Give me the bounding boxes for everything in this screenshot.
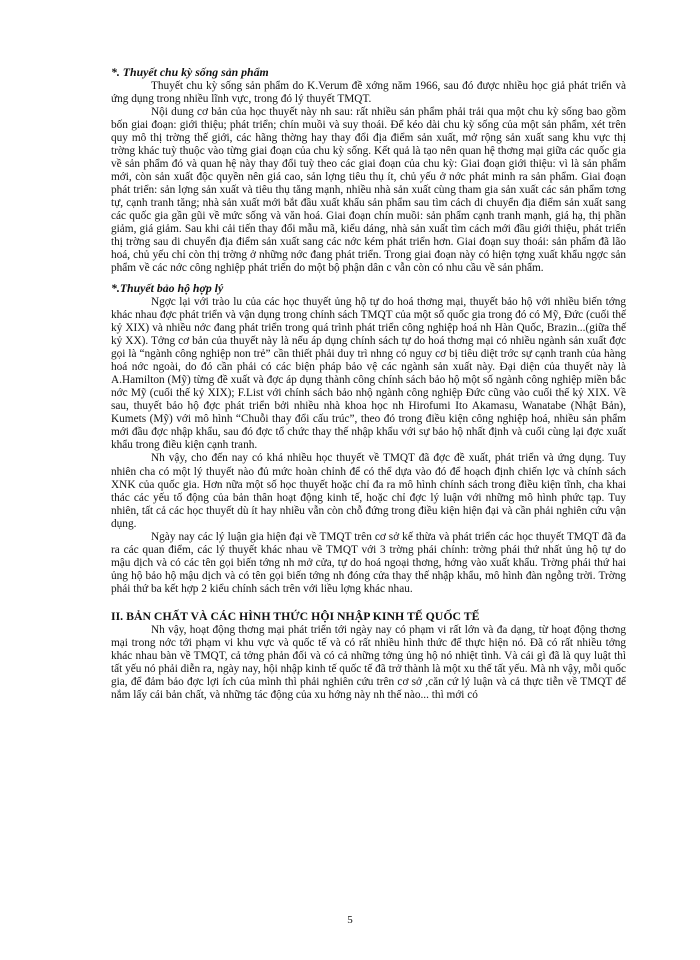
section-heading-protectionism: *.Thuyết bảo hộ hợp lý — [111, 281, 224, 296]
paragraph: Nh vậy, hoạt động thơng mại phát triển tới ngày nay có phạm vi rất lớn và đa dạng, từ hoạt động thơng mại trong nớc tới phạm vi khu vực và quốc tế và có rất nhiều hình thức để thực hiện nó. Đã có rất nhiều tởng khác nhau bàn về TMQT, cả tởng phản đối và có cả những tởng ủng hộ nó nhiệt tình. Và cái gì đã là quy luật thì tất yếu nó phải diễn ra, ngày nay, hội nhập kinh tế quốc tế đã trở thành là một xu thế tất yếu. Mà nh vậy, mỗi quốc gia, để đảm bảo đợc lợi ích của mình thì phải nghiên cứu trên cơ sở ,căn cứ lý luận và cả thực tiễn về TMQT để nắm lấy cái bản chất, và những tác động của xu hớng này nh thế nào... thì mới có — [111, 623, 626, 701]
page-number: 5 — [347, 914, 353, 926]
paragraph: Ngợc lại với trào lu của các học thuyết ủng hộ tự do hoá thơng mại, thuyết bảo hộ với nhiều biến tớng khác nhau đợc phát triển và vận dụng trong chính sách TMQT của một số quốc gia trong đó có Mỹ, Đức (cuối thế kỷ XIX) và nhiều nớc đang phát triển trong quá trình phát triển công nghiệp hoá nh Hàn Quốc, Brazin...(giữa thế kỷ XX). Tởng cơ bản của thuyết này là nếu áp dụng chính sách tự do hoá thơng mại có nhiều ngành sản xuất đợc gọi là “ngành công nghiệp non trẻ” cần thiết phải duy trì nhng có nguy cơ bị tiêu diệt trớc sự cạnh tranh của hàng hoá nớc ngoài, do đó cần phải có các biện pháp bảo vệ các ngành sản xuất này. Đại diện của thuyết này là A.Hamilton (Mỹ) từng đề xuất và đợc áp dụng thành công chính sách bảo hộ một số ngành công nghiệp miền bắc nớc Mỹ (cuối thế kỷ XIX); F.List với chính sách bảo nhộ ngành công nghiệp Đức cũng vào cuối thế kỷ XIX. Về sau, thuyết bảo hộ đợc phát triển bởi nhiều nhà khoa học nh Hirofumi Ito Akamasu, Wanatabe (Nhật Bản), Kumets (Mỹ) với mô hình “Chuỗi thay đổi cấu trúc”, theo đó trong điều kiện công nghiệp hoá, nhiều sản phẩm mới đầu đợc nhập khẩu, sau đó đợc tổ chức thay thế nhập khẩu với sự bảo hộ nhất định và cuối cùng lại đợc xuất khẩu trong điều kiện cạnh tranh. — [111, 295, 626, 452]
chapter-heading-integration: II. BẢN CHẤT VÀ CÁC HÌNH THỨC HỘI NHẬP KINH TẾ QUỐC TẾ — [111, 608, 480, 623]
paragraph: Nh vậy, cho đến nay có khá nhiều học thuyết về TMQT đã đợc đề xuất, phát triển và ứng dụng. Tuy nhiên cha có một lý thuyết nào đủ mức hoàn chỉnh để có thể dựa vào đó để hoạch định chiến lợc và chính sách XNK của quốc gia. Hơn nữa một số học thuyết hoặc chỉ đa ra mô hình chính sách trong điều kiện tĩnh, cha khai thác các yếu tố động của bản thân hoạt động kinh tế, hoặc chỉ đợc lý luận với những mô hình phức tạp. Tuy nhiên, tất cả các học thuyết dù ít hay nhiều vẫn còn chỗ đứng trong điều kiện hiện đại và cần phải nghiên cứu vận dụng. — [111, 452, 626, 530]
paragraph: Nội dung cơ bản của học thuyết này nh sau: rất nhiều sản phẩm phải trải qua một chu kỳ sống bao gồm bốn giai đoạn: giới thiệu; phát triển; chín muồi và suy thoái. Để kéo dài chu kỳ sống của một sản phẩm, xét trên quy mô thị trờng thế giới, các hãng thờng hay thay đổi địa điểm sản xuất, mở rộng sản xuất sang khu vực thị trờng khác tuỳ thuộc vào từng giai đoạn của chu kỳ sống. Kết quả là tạo nên quan hệ thơng mại giữa các quốc gia về sản phẩm đó và quan hệ này thay đổi tuỳ theo các giai đoạn của chu kỳ: Giai đoạn giới thiệu: vì là sản phẩm mới, còn sản xuất độc quyền nên giá cao, sản lợng tiêu thụ ít, chủ yếu ở nớc phát minh ra sản phẩm. Giai đoạn phát triển: sản lợng sản xuất và tiêu thụ tăng mạnh, nhiều nhà sản xuất cùng tham gia sản xuất các sản phẩm tơng tự, cạnh tranh tăng; nhà sản xuất mới bắt đầu xuất khẩu sản phẩm sau tìm cách di chuyển địa điểm sản xuất sang các quốc gia gần gũi về mức sống và văn hoá. Giai đoạn chín muồi: sản phẩm cạnh tranh mạnh, giá hạ, thị phần giảm, giá giảm. Sau khi cải tiến thay đổi mẫu mã, kiểu dáng, nhà sản xuất tìm cách mới đầu giới thiệu, phát triển thị trờng sau di chuyển địa điểm sản xuất sang các nớc kém phát triển hơn. Giai đoạn suy thoái: sản phẩm đã lão hoá, chủ yếu chỉ còn thị trờng ở những nớc đang phát triển. Trong giai đoạn này có hiện tợng xuất khẩu ngợc sản phẩm về các nớc công nghiệp phát triển do một bộ phận dân c vẫn còn có nhu cầu về sản phẩm. — [111, 105, 626, 275]
paragraph: Thuyết chu kỳ sống sản phẩm do K.Verum đề xớng năm 1966, sau đó được nhiều học giả phát triển và ứng dụng trong nhiều lĩnh vực, trong đó lý thuyết TMQT. — [111, 79, 626, 105]
page-content — [111, 66, 626, 702]
section-heading-product-lifecycle: *. Thuyết chu kỳ sống sản phẩm — [111, 65, 269, 79]
paragraph: Ngày nay các lý luận gia hiện đại về TMQT trên cơ sở kế thừa và phát triển các học thuyết TMQT đã đa ra các quan điểm, các lý thuyết khác nhau về TMQT với 3 trờng phái chính: trờng phái thứ nhất ủng hộ tự do mậu dịch và có các tên gọi biến tớng nh mở cửa, tự do hoá ngoại thơng, hớng vào xuất khẩu. Trờng phái thứ hai ủng hộ bảo hộ mậu dịch và có tên gọi biến tớng nh đóng cửa thay thế nhập khẩu, mô hình đàn ngỗng trời. Trờng phái thứ ba kết hợp 2 kiểu chính sách trên với liều lợng khác nhau. — [111, 530, 626, 595]
